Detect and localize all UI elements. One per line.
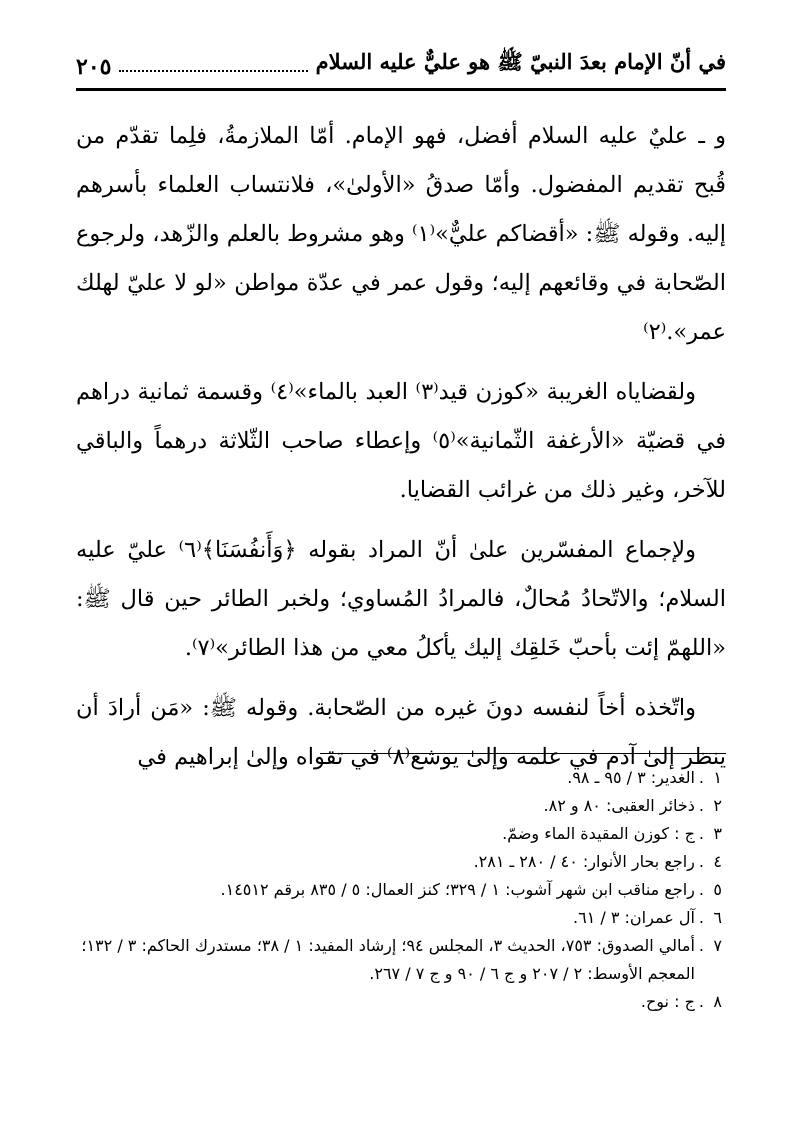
footnotes: [76, 764, 722, 1016]
footnote-dot: .: [698, 852, 704, 871]
footnote: [76, 876, 722, 904]
footnote-text: ج : كوزن المقيدة الماء وضمّ.: [502, 824, 695, 843]
footnote: [76, 764, 722, 792]
body-text: [76, 112, 726, 793]
footnote-text: آل عمران: ٣ / ٦١.: [573, 908, 695, 927]
footnote: [76, 848, 722, 876]
header-rule: [76, 88, 726, 91]
footnote-dot: .: [698, 992, 704, 1011]
footnote-dot: .: [698, 936, 704, 955]
footnote-number: ١: [713, 768, 722, 787]
footnote-separator: [320, 753, 726, 754]
footnote-dot: .: [698, 908, 704, 927]
footnote-number: ٨: [713, 992, 722, 1011]
footnote-number: ٢: [713, 796, 722, 815]
footnote: [76, 904, 722, 932]
footnote: [76, 988, 722, 1016]
paragraph: ولإجماع المفسّرين علىٰ أنّ المراد بقوله ﴿وَأَنفُسَنَا﴾⁽٦⁾ عليّ عليه السلام؛ والاتّحادُ مُحالٌ، فالمرادُ المُساوي؛ ولخبر الطائر حين قال ﷺ: «اللهمّ إئت بأحبّ خَلقِك إليك يأكلُ معي من هذا الطائر»⁽٧⁾.: [76, 537, 726, 661]
footnote-dot: .: [698, 768, 704, 787]
footnote-dot: .: [698, 880, 704, 899]
footnote: [76, 792, 722, 820]
footnote-number: ٧: [713, 936, 722, 955]
footnote-number: ٥: [713, 880, 722, 899]
paragraph: و ـ عليٌ عليه السلام أفضل، فهو الإمام. أمّا الملازمةُ، فلِما تقدّم من قُبح تقديم المفضول. وأمّا صدقُ «الأولىٰ»، فلانتساب العلماء بأسرهم إليه. وقوله ﷺ: «أقضاكم عليٌّ»⁽١⁾ وهو مشروط بالعلم والزّهد، ولرجوع الصّحابة في وقائعهم إليه؛ وقول عمر في عدّة مواطن «لو لا عليّ لهلك عمر».⁽٢⁾: [75, 123, 726, 345]
footnote-text: ذخائر العقبى: ٨٠ و ٨٢.: [543, 796, 695, 815]
footnote-number: ٤: [713, 852, 722, 871]
paragraph: واتّخذه أخاً لنفسه دونَ غيره من الصّحابة. وقوله ﷺ: «مَن أرادَ أن ينظر إلىٰ آدم في علمه وإلىٰ يوشع⁽٨⁾ في تقواه وإلىٰ إبراهيم في: [76, 695, 726, 770]
footnote-text: ج : نوح.: [640, 992, 695, 1011]
footnote-text: الغدير: ٣ / ٩٥ ـ ٩٨.: [567, 768, 695, 787]
footnote-text: راجع مناقب ابن شهر آشوب: ١ / ٣٢٩؛ كنز العمال: ٥ / ٨٣٥ برقم ١٤٥١٢.: [220, 880, 695, 899]
footnote: [76, 820, 722, 848]
header-dot-leader: [119, 70, 307, 72]
footnote-text: راجع بحار الأنوار: ٤٠ / ٢٨٠ ـ ٢٨١.: [473, 852, 695, 871]
footnote-number: ٣: [713, 824, 722, 843]
page-number: ٢٠٥: [76, 54, 112, 80]
footnote-dot: .: [698, 796, 704, 815]
footnote-number: ٦: [713, 908, 722, 927]
running-title: في أنّ الإمام بعدَ النبيّ ﷺ هو عليٌّ عليه السلام: [315, 49, 726, 74]
footnote: [76, 932, 722, 988]
footnote-text: أمالي الصدوق: ٧٥٣، الحديث ٣، المجلس ٩٤؛ إرشاد المفيد: ١ / ٣٨؛ مستدرك الحاكم: ٣ / ١٣٢؛ المعجم الأوسط: ٢ / ٢٠٧ و ج ٦ / ٩٠ و ج ٧ / ٢٦٧.: [81, 936, 695, 983]
running-header: [76, 28, 726, 82]
paragraph: ولقضاياه الغريبة «كوزن قيد⁽٣⁾ العبد بالماء»⁽٤⁾ وقسمة ثمانية دراهم في قضيّة «الأرغفة الثّمانية»⁽٥⁾ وإعطاء صاحب الثّلاثة درهماً والباقي للآخر، وغير ذلك من غرائب القضايا.: [76, 379, 726, 503]
footnote-dot: .: [698, 824, 704, 843]
